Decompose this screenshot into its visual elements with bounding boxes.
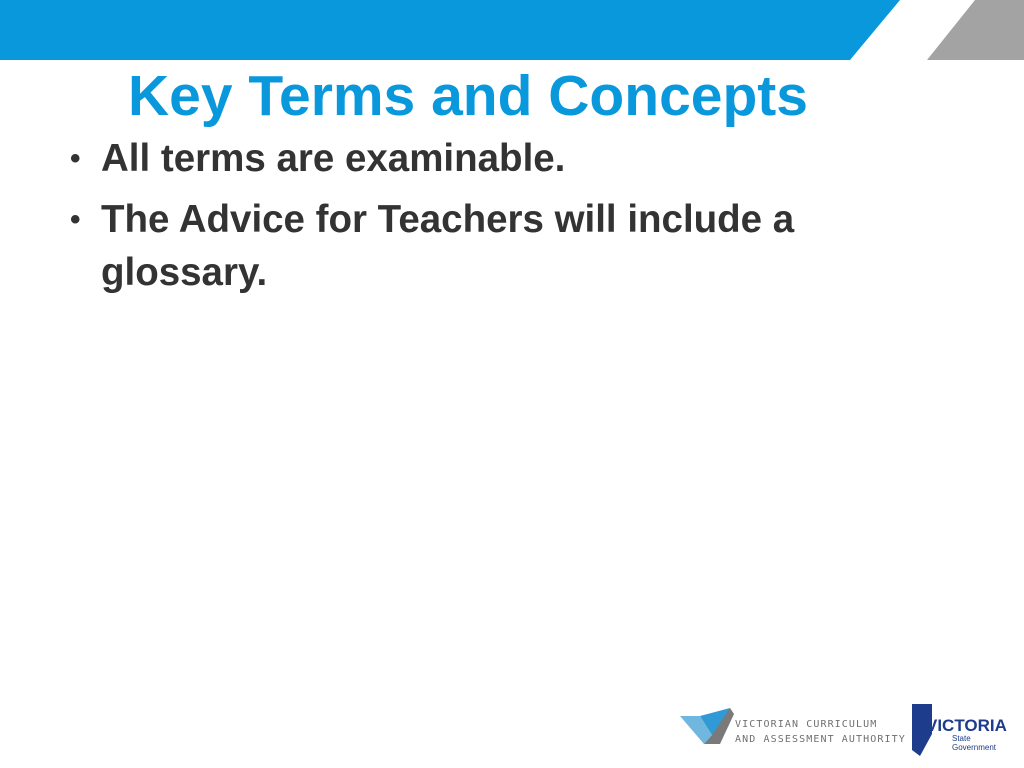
header-band: [0, 0, 1024, 62]
bullet-text: The Advice for Teachers will include a glossary.: [101, 198, 795, 294]
bullet-text: All terms are examinable.: [101, 137, 566, 180]
victoria-logo-state: State: [952, 734, 971, 743]
bullet-item: [70, 132, 910, 185]
victoria-government-logo: [912, 704, 1012, 756]
bullet-marker: •: [70, 142, 81, 175]
header-blue-band: [0, 0, 900, 60]
bullet-marker: •: [70, 203, 81, 236]
slide-title: Key Terms and Concepts: [128, 64, 808, 128]
bullet-list: [70, 132, 910, 307]
victoria-logo-text: VICTORIA: [926, 716, 1007, 735]
vcaa-name-line1: VICTORIAN CURRICULUM: [735, 719, 878, 730]
bullet-item: [70, 193, 910, 299]
vcaa-name-line2: AND ASSESSMENT AUTHORITY: [735, 734, 906, 745]
victoria-logo-government: Government: [952, 743, 997, 752]
header-grey-triangle: [927, 0, 1024, 60]
